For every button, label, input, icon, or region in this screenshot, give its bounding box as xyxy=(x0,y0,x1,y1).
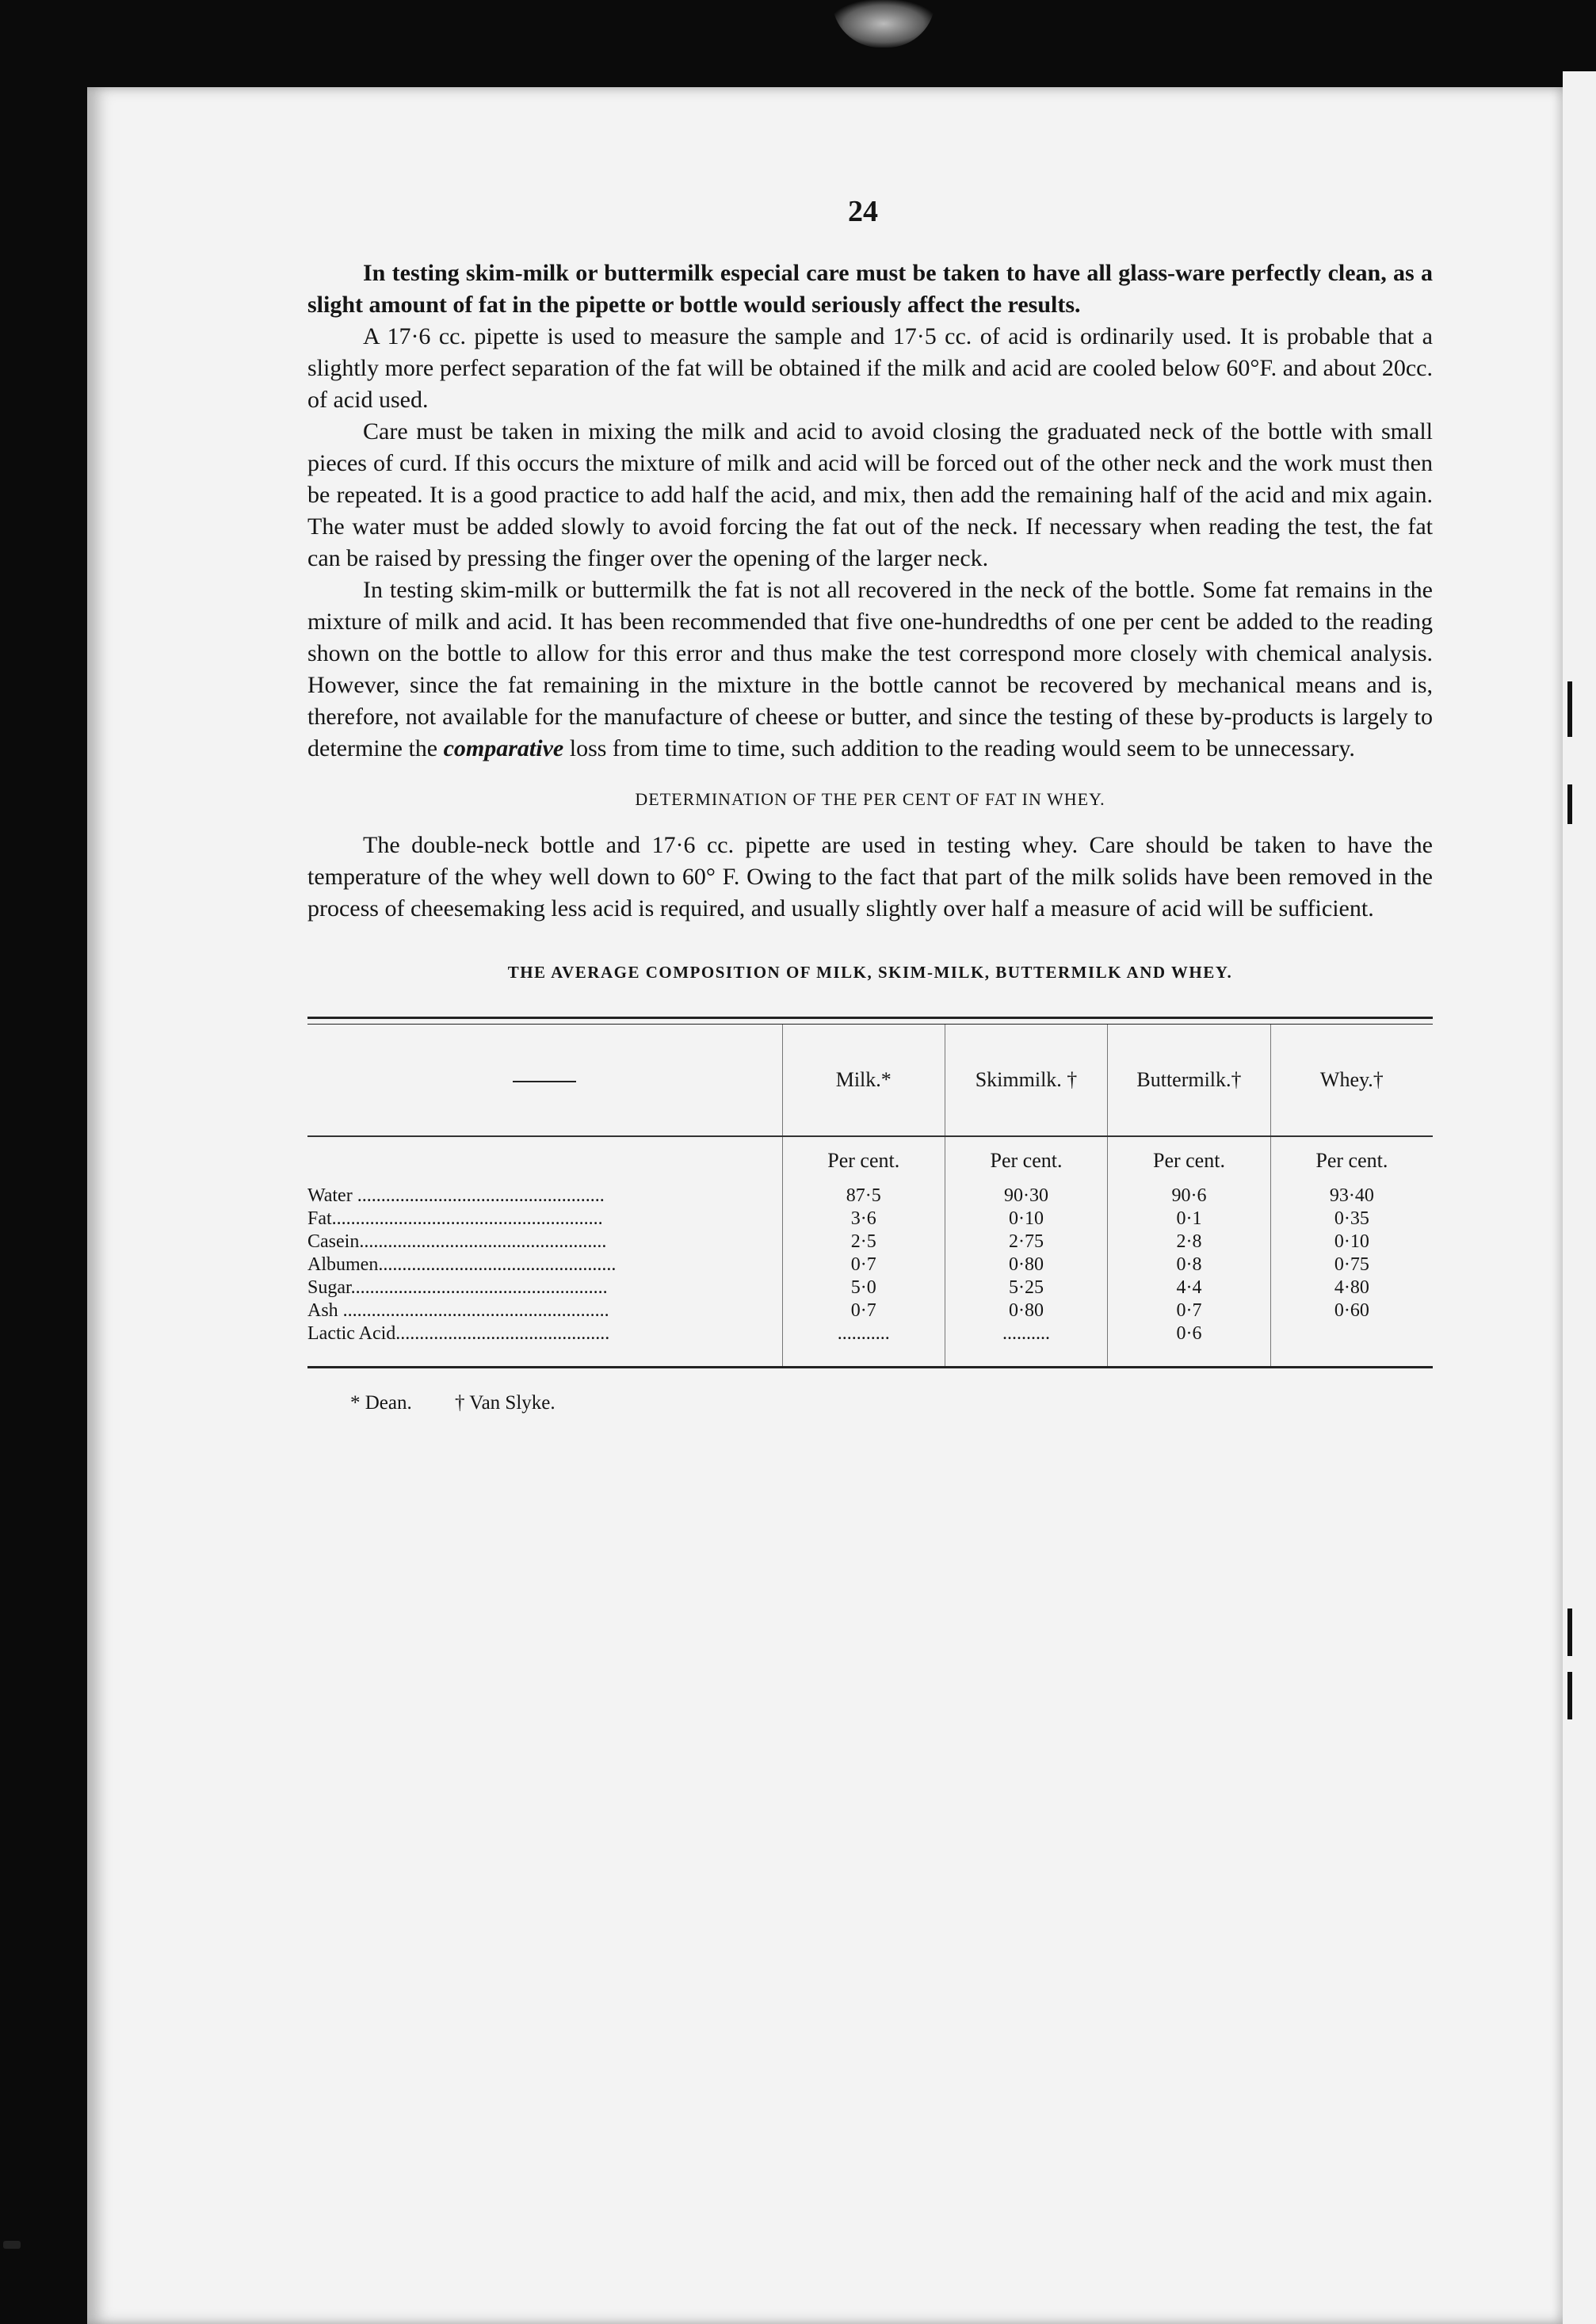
table-cell: 5·0 xyxy=(782,1276,945,1299)
table-header-row xyxy=(307,1025,1433,1136)
footnote-dean: * Dean. xyxy=(350,1392,412,1414)
paragraph-fat-recovery xyxy=(307,574,1433,765)
table-cell: 93·40 xyxy=(1270,1185,1433,1208)
composition-table xyxy=(307,1025,1433,1366)
paragraph-mixing: Care must be taken in mixing the milk and acid to avoid closing the graduated neck of the bottle with small pieces of curd. If this occurs the mixture of milk and acid will be forced out of the other neck and the work must then be repeated. It is a good practice to add half the acid, and mix, then add the remaining half of the acid and mix again. The water must be added slowly to avoid forcing the fat out of the neck. If necessary when reading the test, the fat can be raised by pressing the finger over the opening of the larger neck. xyxy=(307,418,1433,571)
table-cell: 4·4 xyxy=(1108,1276,1271,1299)
table-cell: ........... xyxy=(782,1322,945,1345)
table-cell: 0·7 xyxy=(782,1299,945,1322)
row-label: Albumen.................................................. xyxy=(307,1254,617,1275)
unit-label: Per cent. xyxy=(782,1137,945,1185)
table-cell xyxy=(1270,1322,1433,1345)
paragraph-glassware: In testing skim-milk or buttermilk especial care must be taken to have all glass-ware perfectly clean, as a slight amount of fat in the pipette or bottle would seriously affect the results. xyxy=(307,260,1433,318)
table-cell: 4·80 xyxy=(1270,1276,1433,1299)
row-label: Casein.................................................... xyxy=(307,1231,607,1252)
table-row xyxy=(307,1276,1433,1299)
column-header: Whey.† xyxy=(1270,1025,1433,1136)
unit-label: Per cent. xyxy=(1108,1137,1271,1185)
column-header: Milk.* xyxy=(782,1025,945,1136)
table-row xyxy=(307,1231,1433,1254)
paragraph-pipette: A 17·6 cc. pipette is used to measure the sample and 17·5 cc. of acid is ordinarily used. It is probable that a slightly more perfect separation of the fat will be obtained if the milk and acid are cooled below 60°F. and about 20cc. of acid used. xyxy=(307,323,1433,413)
table-cell: 2·8 xyxy=(1108,1231,1271,1254)
table-cell: 0·1 xyxy=(1108,1208,1271,1231)
section-heading-whey: DETERMINATION OF THE PER CENT OF FAT IN WHEY. xyxy=(635,789,1105,809)
table-cell: 0·60 xyxy=(1270,1299,1433,1322)
table-cell: 0·10 xyxy=(1270,1231,1433,1254)
table-title: THE AVERAGE COMPOSITION OF MILK, SKIM-MILK, BUTTERMILK AND WHEY. xyxy=(507,963,1233,982)
table-cell: 90·6 xyxy=(1108,1185,1271,1208)
table-cell: 0·80 xyxy=(945,1299,1107,1322)
row-label: Ash ........................................................ xyxy=(307,1300,609,1321)
table-cell: 5·25 xyxy=(945,1276,1107,1299)
table-cell: 0·80 xyxy=(945,1254,1107,1276)
unit-label: Per cent. xyxy=(945,1137,1107,1185)
footnote-van-slyke: † Van Slyke. xyxy=(455,1392,556,1414)
table-cell: 0·35 xyxy=(1270,1208,1433,1231)
row-label: Water .................................................... xyxy=(307,1185,605,1206)
table-cell: 0·10 xyxy=(945,1208,1107,1231)
row-label: Sugar...................................................... xyxy=(307,1277,608,1298)
table-cell: 0·6 xyxy=(1108,1322,1271,1345)
table-cell: 87·5 xyxy=(782,1185,945,1208)
header-stub xyxy=(307,1025,782,1136)
table-row xyxy=(307,1299,1433,1322)
table-bottom-rule xyxy=(307,1366,1433,1368)
table-row xyxy=(307,1208,1433,1231)
table-cell: 3·6 xyxy=(782,1208,945,1231)
table-top-rule xyxy=(307,1017,1433,1025)
page-right-edge xyxy=(1563,71,1596,2324)
table-cell: 0·75 xyxy=(1270,1254,1433,1276)
table-cell: 0·7 xyxy=(782,1254,945,1276)
emphasis-comparative: comparative xyxy=(443,735,564,761)
paragraph-whey: The double-neck bottle and 17·6 cc. pipette are used in testing whey. Care should be taken to have the temperature of the whey well down to 60° F. Owing to the fact that part of the milk solids have been removed in the process of cheesemaking less acid is required, and usually slightly over half a measure of acid will be sufficient. xyxy=(307,832,1433,922)
table-cell: 0·7 xyxy=(1108,1299,1271,1322)
units-row xyxy=(307,1137,1433,1185)
table-row xyxy=(307,1254,1433,1276)
column-header: Buttermilk.† xyxy=(1108,1025,1271,1136)
page-content xyxy=(307,258,1433,1419)
table-row xyxy=(307,1322,1433,1345)
table-cell: 2·75 xyxy=(945,1231,1107,1254)
footnotes xyxy=(350,1387,1433,1419)
row-label: Lactic Acid............................................. xyxy=(307,1323,610,1344)
column-header: Skimmilk. † xyxy=(945,1025,1107,1136)
paragraph-fat-recovery-text: In testing skim-milk or buttermilk the fat is not all recovered in the neck of the bottle. Some fat remains in the mixture of milk and acid. It has been recommended that five one-hundredths of one per cent be added to the reading shown on the bottle to allow for this error and thus make the test correspond more closely with chemical analysis. However, since the fat remaining in the mixture in the bottle cannot be recovered by mechanical means and is, therefore, not available for the manufacture of cheese or butter, and since the testing of these by-products is largely to determine the xyxy=(307,577,1433,761)
dash-mark xyxy=(513,1081,576,1082)
table-cell: 2·5 xyxy=(782,1231,945,1254)
table-row xyxy=(307,1185,1433,1208)
paragraph-fat-recovery-tail: loss from time to time, such addition to the reading would seem to be unnecessary. xyxy=(569,735,1355,761)
table-cell: .......... xyxy=(945,1322,1107,1345)
row-label: Fat......................................................... xyxy=(307,1208,603,1229)
table-cell: 0·8 xyxy=(1108,1254,1271,1276)
top-blot xyxy=(832,0,935,48)
table-cell: 90·30 xyxy=(945,1185,1107,1208)
unit-label: Per cent. xyxy=(1270,1137,1433,1185)
margin-smudge xyxy=(3,2241,21,2249)
page-number: 24 xyxy=(848,195,878,228)
